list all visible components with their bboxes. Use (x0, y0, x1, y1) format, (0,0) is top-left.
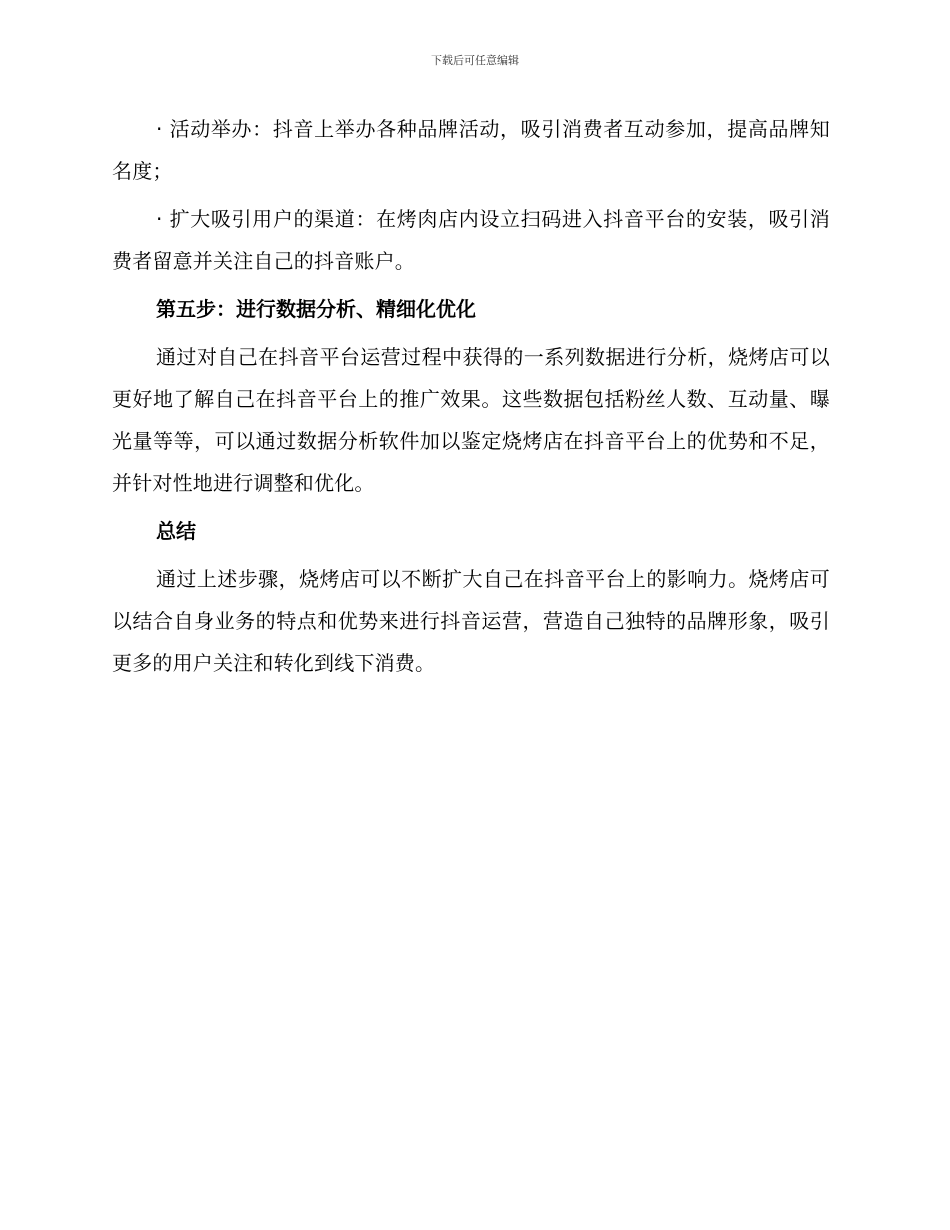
bullet-activity-hosting: · 活动举办：抖音上举办各种品牌活动，吸引消费者互动参加，提高品牌知名度； (112, 117, 830, 183)
step5-heading: 第五步：进行数据分析、精细化优化 (156, 297, 476, 321)
summary-paragraph: 通过上述步骤，烧烤店可以不断扩大自己在抖音平台上的影响力。烧烤店可以结合自身业务的特点和优势来进行抖音运营，营造自己独特的品牌形象，吸引更多的用户关注和转化到线下消费。 (112, 567, 830, 675)
document-body (112, 108, 830, 684)
header-note: 下载后可任意编辑 (431, 54, 519, 67)
bullet-expand-channels: · 扩大吸引用户的渠道：在烤肉店内设立扫码进入抖音平台的安装，吸引消费者留意并关注自己的抖音账户。 (112, 207, 830, 273)
step5-paragraph: 通过对自己在抖音平台运营过程中获得的一系列数据进行分析，烧烤店可以更好地了解自己在抖音平台上的推广效果。这些数据包括粉丝人数、互动量、曝光量等等，可以通过数据分析软件加以鉴定烧烤店在抖音平台上的优势和不足，并针对性地进行调整和优化。 (112, 345, 830, 495)
summary-heading: 总结 (156, 519, 196, 543)
